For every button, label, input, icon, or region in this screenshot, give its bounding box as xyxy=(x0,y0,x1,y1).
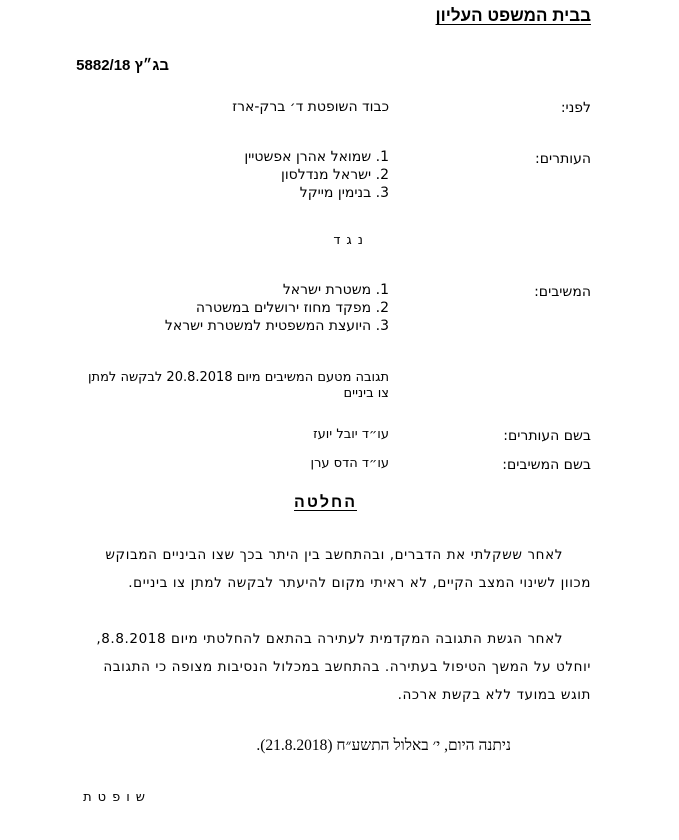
petitioner-item: 1. שמואל אהרן אפשטיין xyxy=(244,149,389,165)
case-number: 5882/18 xyxy=(76,57,131,74)
respondent-item: 2. מפקד מחוז ירושלים במשטרה xyxy=(195,300,389,316)
case-type: בג״ץ xyxy=(134,57,169,74)
decision-paragraph-1: לאחר ששקלתי את הדברים, ובהתחשב בין היתר בכך שצו הביניים המבוקש מכוון לשינוי המצב הקיים, לא ראיתי מקום להיעתר לבקשה למתן צו ביניים. xyxy=(105,547,591,591)
respondent-item: 1. משטרת ישראל xyxy=(282,282,389,298)
petitioner-item: 2. ישראל מנדלסון xyxy=(281,167,389,183)
petitioner-item: 3. בנימין מייקל xyxy=(299,185,389,201)
respondents-counsel-label: בשם המשיבים: xyxy=(502,457,591,473)
against-heading: נגד xyxy=(333,233,369,248)
court-name: בבית המשפט העליון xyxy=(435,6,591,25)
decision-paragraph-2: לאחר הגשת התגובה המקדמית לעתירה בהתאם להחלטתי מיום 8.8.2018, יוחלט על המשך הטיפול בעתירה. בהתחשב במכלול הנסיבות מצופה כי התגובה תוגש במועד ללא בקשת ארכה. xyxy=(96,631,591,703)
given-date-line: ניתנה היום, י׳ באלול התשע״ח (21.8.2018). xyxy=(256,737,511,754)
judge-signature: שופטת xyxy=(83,790,151,805)
respondents-counsel-name: עו״ד הדס ערן xyxy=(310,456,389,471)
judge-name: כבוד השופטת ד׳ ברק-ארז xyxy=(232,99,389,115)
case-number-line xyxy=(68,57,169,74)
decision-heading: החלטה xyxy=(294,494,357,511)
petitioners-label: העותרים: xyxy=(535,151,591,167)
petitioners-list xyxy=(244,148,389,202)
petitioners-counsel-name: עו״ד יובל יועז xyxy=(313,427,389,442)
response-title: תגובה מטעם המשיבים מיום 20.8.2018 לבקשה למתן צו ביניים xyxy=(88,370,389,401)
respondent-item: 3. היועצת המשפטית למשטרת ישראל xyxy=(164,318,389,334)
respondents-list xyxy=(165,281,389,335)
respondents-label: המשיבים: xyxy=(534,284,591,300)
petitioners-counsel-label: בשם העותרים: xyxy=(503,428,591,444)
before-label: לפני: xyxy=(560,100,591,116)
